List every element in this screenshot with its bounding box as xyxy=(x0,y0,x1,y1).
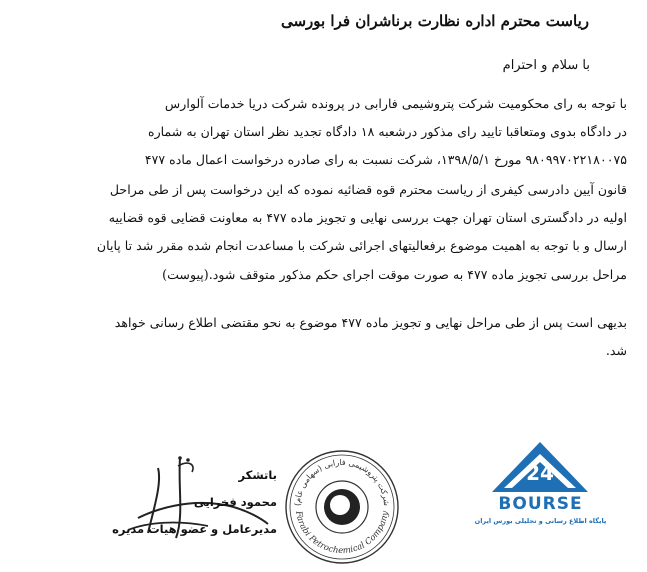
body-line: در دادگاه بدوی ومتعاقبا تایید رای مذکور درشعبه ۱۸ دادگاه تجدید نظر استان تهران به شماره xyxy=(147,124,627,139)
signatory-name: محمود فخرایی xyxy=(193,495,277,509)
company-stamp xyxy=(282,445,402,570)
svg-text:24: 24 xyxy=(526,461,554,485)
signatory-block xyxy=(112,462,277,543)
letter-heading: ریاست محترم اداره نظارت برناشران فرا بورسی xyxy=(280,12,589,30)
body-line: ۹۸۰۹۹۷۰۲۲۱۸۰۰۷۵ مورخ ۱۳۹۸/۵/۱، شرکت نسبت به رای صادره درخواست اعمال ماده ۴۷۷ xyxy=(144,152,627,167)
logo-wordmark: BOURSE xyxy=(498,494,583,514)
closing-line: بدیهی است پس از طی مراحل نهایی و تجویز ماده ۴۷۷ موضوع به نحو مقتضی اطلاع رسانی خواهد xyxy=(114,315,627,330)
bourse-logo xyxy=(468,440,613,535)
signatory-thanks: باتشکر xyxy=(238,468,277,482)
closing-line: شد. xyxy=(605,343,627,358)
bourse-logo-icon xyxy=(468,440,613,500)
stamp-text-fa: شرکت پتروشیمی فارابی (سهامی عام) xyxy=(292,457,392,507)
body-line: قانون آیین دادرسی کیفری از ریاست محترم قوه قضائیه نموده که این درخواست پس از طی مراحل xyxy=(109,182,627,197)
letter-greeting: با سلام و احترام xyxy=(502,58,590,73)
body-line: مراحل بررسی تجویز ماده ۴۷۷ به صورت موقت اجرای حکم مذکور متوقف شود.(پیوست) xyxy=(162,267,627,282)
signatory-title: مدیرعامل و عضو هیات مدیره xyxy=(112,522,277,536)
logo-subtitle: پایگاه اطلاع رسانی و تحلیلی بورس ایران xyxy=(474,517,607,525)
body-line: با توجه به رای محکومیت شرکت پتروشیمی فارابی در پرونده شرکت دریا خدمات آلوارس xyxy=(164,96,627,111)
body-line: ارسال و با توجه به اهمیت موضوع برفعالیتهای اجرائی شرکت با مساعدت انجام شده مقرر شد تا پایان xyxy=(96,238,627,253)
stamp-text-en: Farabi Petrochemical Company xyxy=(293,510,391,557)
body-line: اولیه در دادگستری استان تهران جهت بررسی نهایی و تجویز ماده ۴۷۷ به معاونت قضایی قوه قضاییه xyxy=(108,210,627,225)
